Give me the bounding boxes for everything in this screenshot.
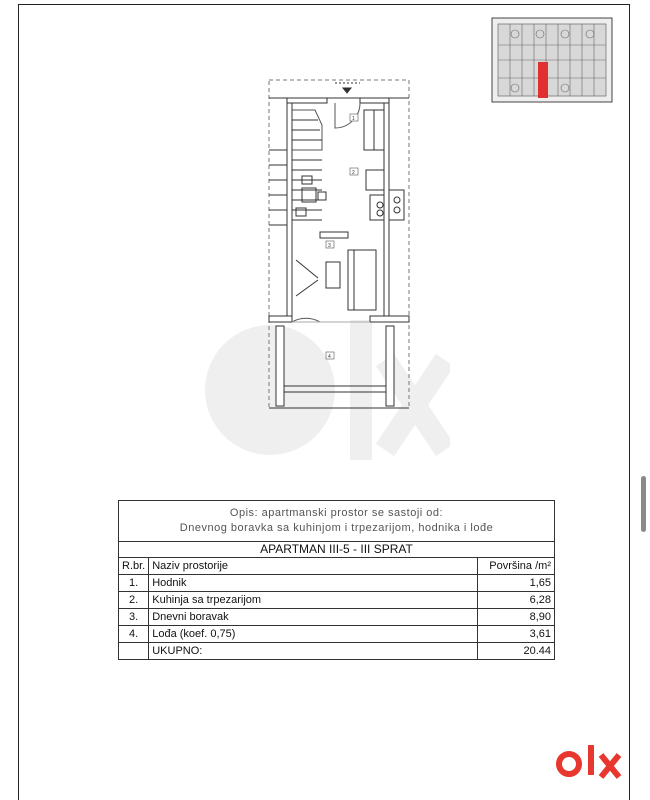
room-label-3: 3: [328, 243, 331, 249]
total-area: 20.44: [478, 643, 555, 660]
description-box: [118, 500, 555, 542]
row-area: 8,90: [478, 609, 555, 626]
room-area-table: [118, 557, 555, 660]
header-no: R.br.: [119, 558, 149, 575]
row-no: 4.: [119, 626, 149, 643]
key-plan: [492, 18, 612, 102]
table-total-row: [119, 643, 555, 660]
row-area: 6,28: [478, 592, 555, 609]
total-no: [119, 643, 149, 660]
description-line-2: Dnevnog boravka sa kuhinjom i trpezarijom, hodnika i lođe: [179, 522, 494, 534]
header-area: Površina /m²: [478, 558, 555, 575]
row-name: Lođa (koef. 0,75): [149, 626, 478, 643]
table-row: [119, 609, 555, 626]
row-name: Kuhinja sa trpezarijom: [149, 592, 478, 609]
apartment-plan: [269, 80, 409, 408]
room-label-2: 2: [352, 170, 355, 176]
row-no: 1.: [119, 575, 149, 592]
table-header-row: [119, 558, 555, 575]
row-area: 3,61: [478, 626, 555, 643]
apartment-title: APARTMAN III-5 - III SPRAT: [118, 542, 555, 558]
row-no: 2.: [119, 592, 149, 609]
table-row: [119, 626, 555, 643]
description-line-1: Opis: apartmanski prostor se sastoji od:: [229, 507, 444, 519]
olx-logo[interactable]: [556, 743, 642, 783]
table-row: [119, 575, 555, 592]
total-label: UKUPNO:: [149, 643, 478, 660]
header-name: Naziv prostorije: [149, 558, 478, 575]
row-name: Hodnik: [149, 575, 478, 592]
row-area: 1,65: [478, 575, 555, 592]
room-label-1: 1: [352, 116, 355, 122]
highlighted-apartment: [538, 62, 548, 98]
table-row: [119, 592, 555, 609]
room-label-4: 4: [328, 354, 331, 360]
row-no: 3.: [119, 609, 149, 626]
row-name: Dnevni boravak: [149, 609, 478, 626]
